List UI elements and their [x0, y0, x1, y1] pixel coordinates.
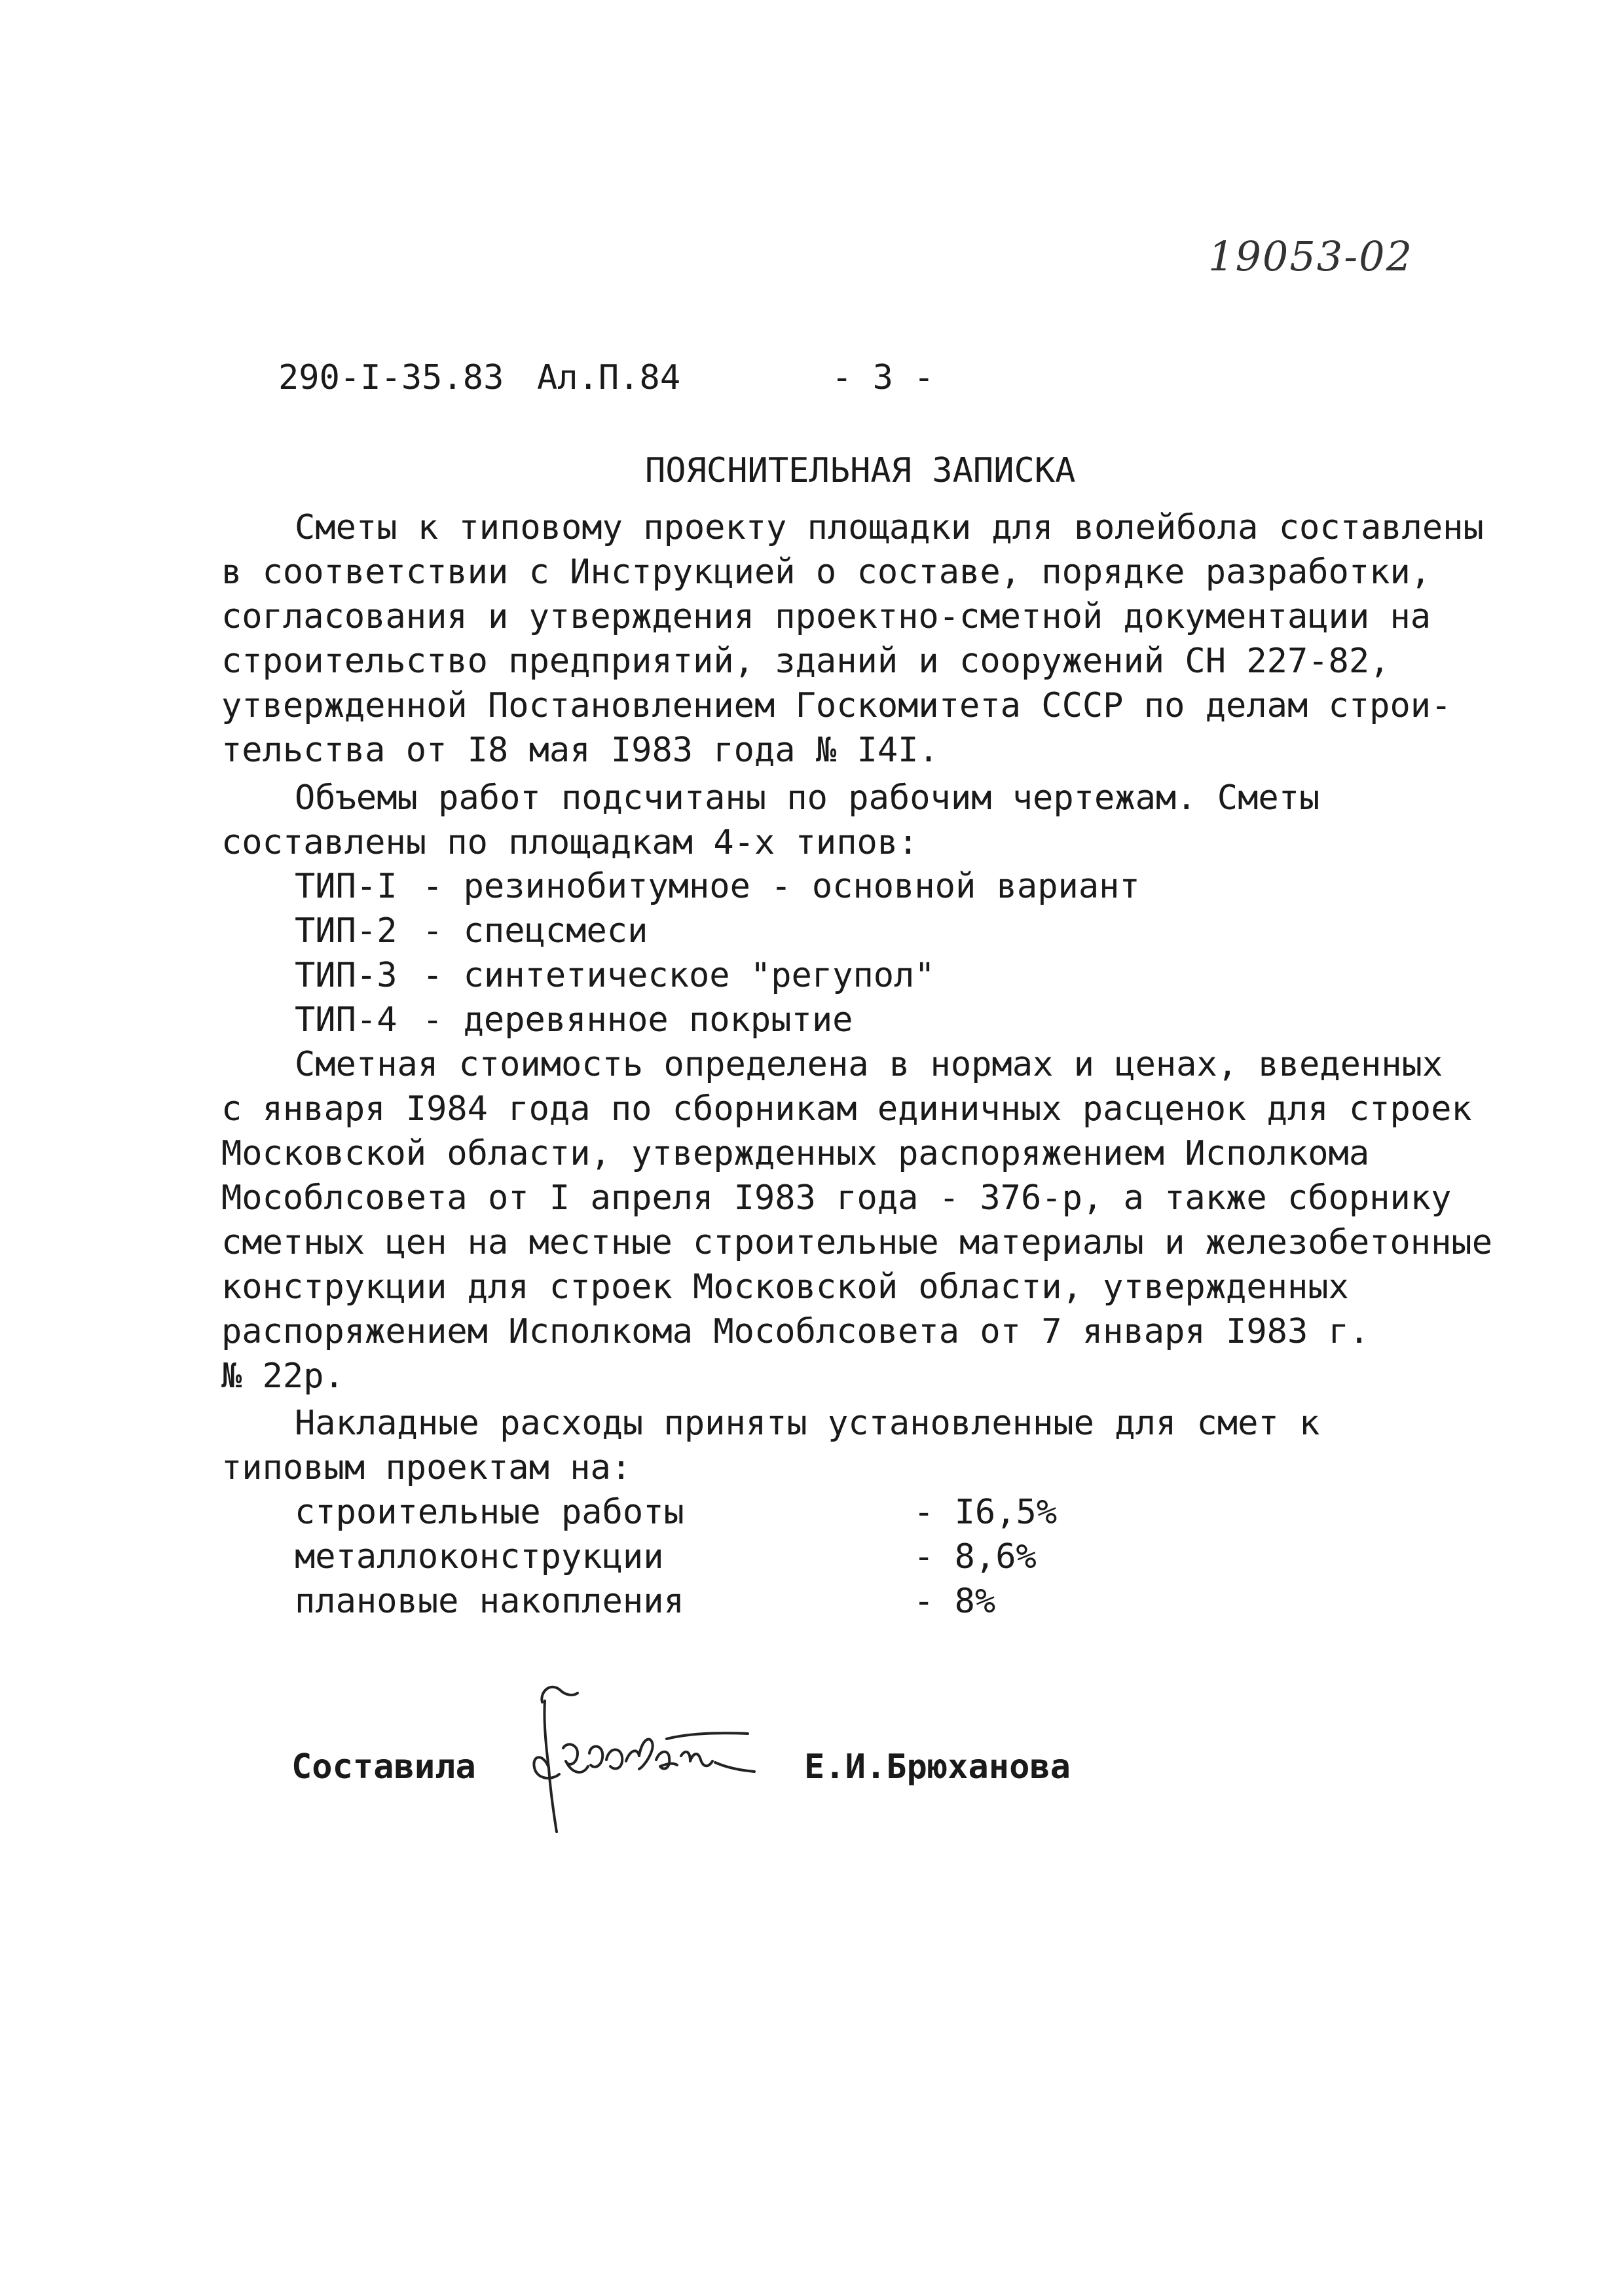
type-description: - деревянное покрытие [422, 1000, 853, 1040]
paragraph-line: утвержденной Постановлением Госкомитета СССР по делам строи- [221, 686, 1452, 725]
paragraph-line: распоряжением Исполкома Мособлсовета от 7 января I983 г. [221, 1312, 1370, 1351]
album-number: Ал.П.84 [537, 358, 681, 397]
document-code: 290-I-35.83 [278, 358, 504, 397]
page-number: - 3 - [832, 358, 934, 397]
paragraph-line: строительство предприятий, зданий и сооружений СН 227-82, [221, 642, 1390, 681]
paragraph-line: Сметная стоимость определена в нормах и ценах, введенных [295, 1045, 1443, 1084]
paragraph-line: тельства от I8 мая I983 года № I4I. [221, 731, 939, 770]
overhead-label: металлоконструкции [295, 1537, 664, 1576]
paragraph-line: в соответствии с Инструкцией о составе, порядке разработки, [221, 553, 1431, 592]
type-description: - резинобитумное - основной вариант [422, 867, 1140, 906]
type-description: - спецсмеси [422, 911, 648, 951]
overhead-label: плановые накопления [295, 1582, 684, 1621]
paragraph-line: Московской области, утвержденных распоряжением Исполкома [221, 1134, 1370, 1173]
paragraph-line: Накладные расходы приняты установленные для смет к [295, 1404, 1320, 1443]
paragraph-line: № 22р. [221, 1357, 344, 1396]
type-description: - синтетическое "регупол" [422, 956, 935, 995]
paragraph-line: сметных цен на местные строительные материалы и железобетонные [221, 1223, 1493, 1262]
paragraph-line: Мособлсовета от I апреля I983 года - 376-р, а также сборнику [221, 1178, 1452, 1218]
overhead-value: - 8% [913, 1582, 996, 1621]
type-label: ТИП-4 [295, 1000, 397, 1040]
signature-label: Составила [291, 1747, 476, 1787]
paragraph-line: составлены по площадкам 4-х типов: [221, 823, 919, 862]
signatory-name: Е.И.Брюханова [804, 1747, 1071, 1787]
page-title: ПОЯСНИТЕЛЬНАЯ ЗАПИСКА [645, 451, 1076, 490]
type-label: ТИП-2 [295, 911, 397, 951]
type-label: ТИП-3 [295, 956, 397, 995]
paragraph-line: типовым проектам на: [221, 1448, 632, 1487]
paragraph-line: конструкции для строек Московской области, утвержденных [221, 1267, 1349, 1307]
handwritten-signature [504, 1676, 792, 1846]
paragraph-line: согласования и утверждения проектно-сметной документации на [221, 597, 1431, 636]
overhead-value: - I6,5% [913, 1493, 1058, 1532]
archive-number: 19053-02 [1208, 232, 1414, 280]
overhead-value: - 8,6% [913, 1537, 1037, 1576]
paragraph-line: Сметы к типовому проекту площадки для волейбола составлены [295, 508, 1484, 547]
paragraph-line: с января I984 года по сборникам единичных расценок для строек [221, 1089, 1472, 1129]
overhead-label: строительные работы [295, 1493, 684, 1532]
type-label: ТИП-I [295, 867, 397, 906]
paragraph-line: Объемы работ подсчитаны по рабочим чертежам. Сметы [295, 778, 1320, 818]
